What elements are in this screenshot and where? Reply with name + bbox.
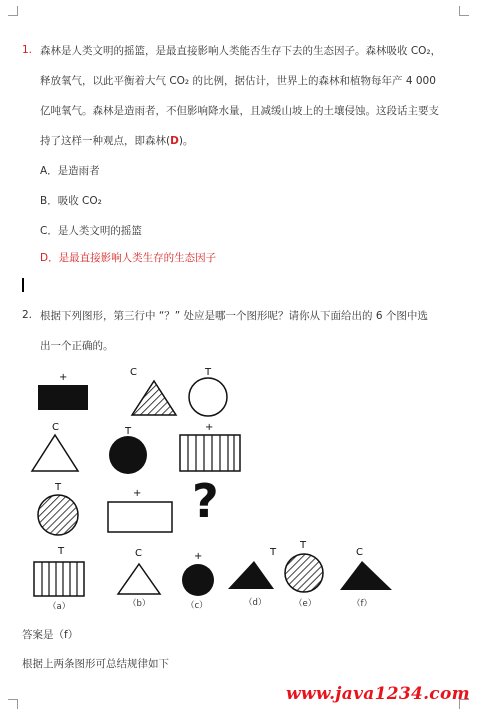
row3-plus-mark: + (133, 488, 142, 499)
question-1-number: 1. (22, 44, 33, 56)
question-1-line-4-text: 持了这样一种观点，即森林( (40, 135, 171, 147)
option-c-figure[interactable] (182, 564, 214, 596)
row3-hatched-circle (38, 495, 78, 535)
row2-striped-rectangle (180, 435, 240, 471)
row2-black-circle (109, 436, 147, 474)
row1-white-circle (189, 378, 227, 416)
row2-t-mark: T (125, 426, 132, 437)
option-c-label: （c） (186, 601, 208, 611)
row2-white-triangle (32, 435, 78, 471)
option-f-figure[interactable] (340, 561, 392, 590)
option-d-figure[interactable] (228, 561, 274, 589)
option-c-plus-mark: + (194, 551, 203, 562)
row2-c-mark: C (52, 422, 59, 433)
page-corner-mark-top-right (459, 6, 469, 16)
question-1-line-2: 释放氧气，以此平衡着大气 CO₂ 的比例，据估计，世界上的森林和植物每年产 4 000 (40, 75, 436, 87)
option-f-label: （f） (352, 599, 372, 609)
missing-figure-question-mark: ? (192, 474, 219, 528)
page-corner-mark-bottom-left (8, 699, 18, 709)
question-1-line-4 (40, 134, 193, 148)
option-d-label: （d） (244, 598, 267, 608)
page-corner-mark-top-left (8, 6, 18, 16)
option-b-figure[interactable] (118, 564, 160, 594)
question-1-option-d: D．是最直接影响人类生存的生态因子 (40, 252, 217, 264)
question-2-line-2: 出一个正确的。 (40, 340, 114, 352)
question-1-option-b: B．吸收 CO₂ (40, 195, 102, 207)
site-watermark: www.java1234.com (286, 684, 470, 704)
row1-c-mark: C (130, 367, 137, 378)
option-e-figure[interactable] (285, 554, 323, 592)
answer-line: 答案是（f） (22, 629, 79, 641)
option-b-c-mark: C (135, 548, 142, 559)
row1-black-rectangle (38, 385, 88, 410)
question-1-line-1: 森林是人类文明的摇篮，是最直接影响人类能否生存下去的生态因子。森林吸收 CO₂， (40, 45, 442, 57)
row1-hatched-triangle (132, 381, 176, 415)
followup-line: 根据上两条图形可总结规律如下 (22, 658, 169, 670)
question-1-option-c: C．是人类文明的摇篮 (40, 225, 142, 237)
question-1-line-4-suffix: )。 (178, 135, 194, 147)
option-f-c-mark: C (356, 547, 363, 558)
row2-plus-mark: + (205, 422, 214, 433)
question-2-number: 2. (22, 309, 33, 321)
question-1-answer-letter: D (170, 135, 179, 147)
option-d-t-mark: T (270, 547, 277, 558)
figure-puzzle-grid (20, 365, 420, 615)
row1-t-mark: T (205, 367, 212, 378)
option-e-label: （e） (294, 599, 317, 609)
option-a-t-mark: T (58, 546, 65, 557)
row3-t-mark: T (55, 482, 62, 493)
option-b-label: （b） (128, 599, 151, 609)
row1-plus-mark: + (59, 372, 68, 383)
option-e-t-mark: T (300, 540, 307, 551)
text-cursor[interactable] (22, 278, 24, 292)
option-a-label: （a） (48, 602, 71, 612)
row3-white-rectangle (108, 502, 172, 532)
question-1-option-a: A．是造雨者 (40, 165, 100, 177)
question-1-line-3: 亿吨氧气。森林是造雨者，不但影响降水量，且减缓山坡上的土壤侵蚀。这段话主要支 (40, 105, 439, 117)
option-a-figure[interactable] (34, 562, 84, 596)
question-2-line-1: 根据下列图形，第三行中 “？” 处应是哪一个图形呢？请你从下面给出的 6 个图中选 (40, 310, 428, 322)
